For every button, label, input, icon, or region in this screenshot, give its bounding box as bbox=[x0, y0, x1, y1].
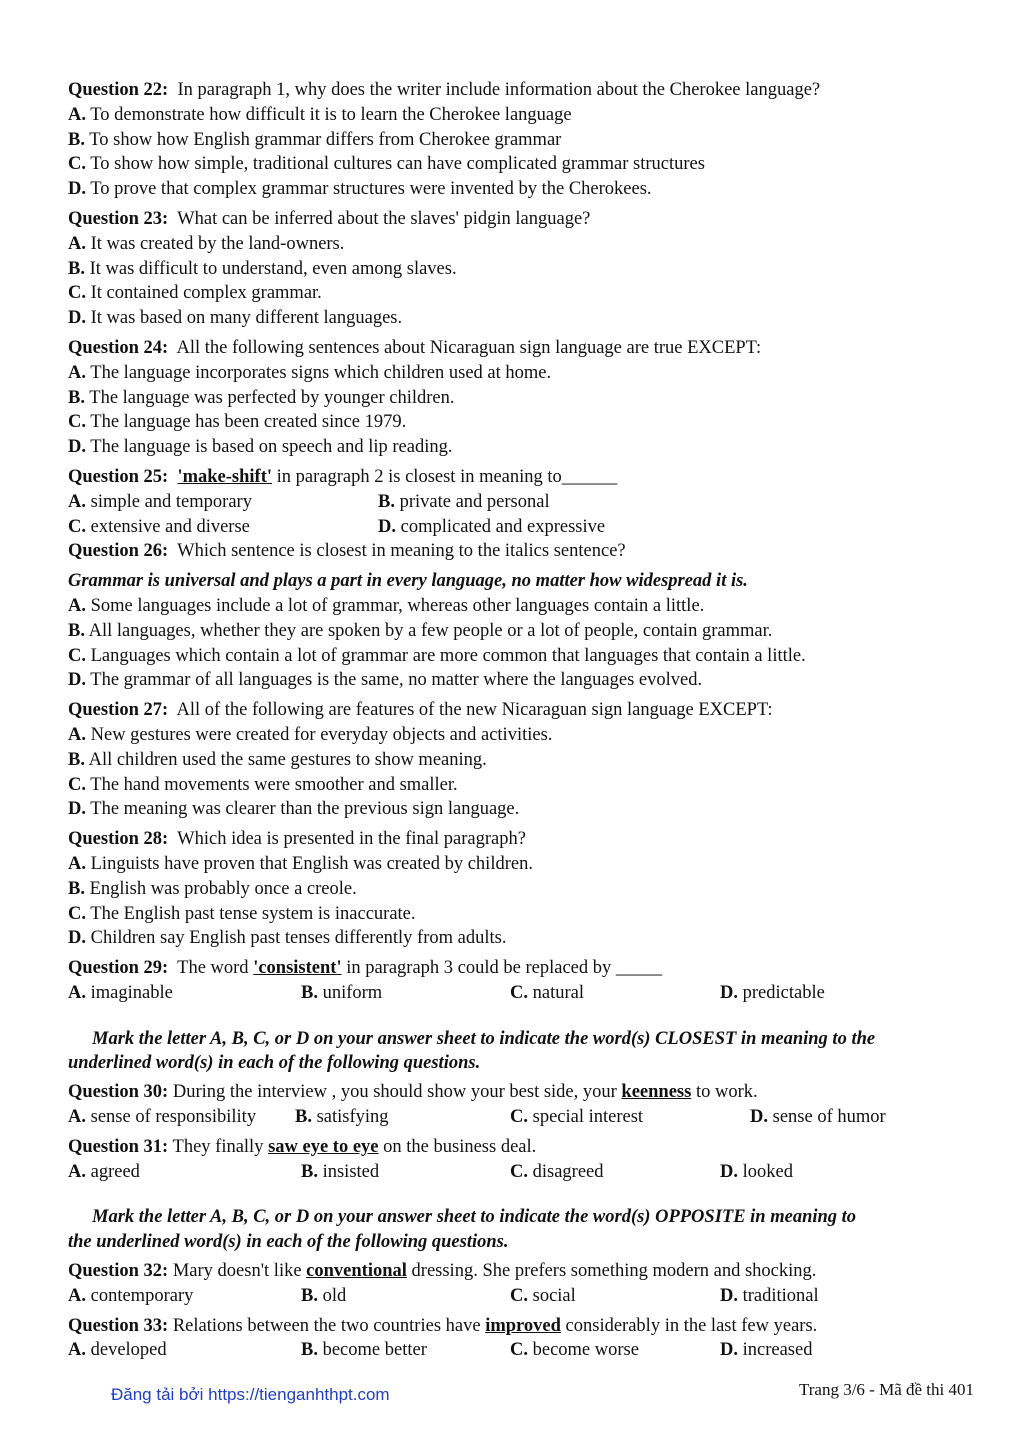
option-d[interactable]: D. It was based on many different languages. bbox=[68, 308, 403, 329]
question-number: Question 22: bbox=[68, 80, 169, 100]
question-text: The word bbox=[177, 958, 249, 979]
option-b[interactable]: B. old bbox=[301, 1285, 347, 1306]
option-a[interactable]: A. Some languages include a lot of grammar, whereas other languages contain a little. bbox=[68, 595, 705, 616]
option-d[interactable]: D. The language is based on speech and lip reading. bbox=[68, 437, 453, 458]
question-30 bbox=[68, 1080, 980, 1130]
question-27 bbox=[68, 698, 980, 822]
question-28 bbox=[68, 827, 980, 951]
option-b[interactable]: B. satisfying bbox=[295, 1107, 389, 1128]
footer-page-info: Trang 3/6 - Mã đề thi 401 bbox=[798, 1380, 974, 1399]
question-text: All of the following are features of the new Nicaraguan sign language EXCEPT: bbox=[176, 700, 773, 721]
question-33 bbox=[68, 1314, 980, 1364]
question-29 bbox=[68, 956, 980, 1006]
option-a[interactable]: A. sense of responsibility bbox=[68, 1107, 257, 1128]
option-c[interactable]: C. To show how simple, traditional cultures can have complicated grammar structures bbox=[68, 154, 705, 175]
question-number: Question 30: bbox=[68, 1082, 169, 1103]
option-c[interactable]: C. It contained complex grammar. bbox=[68, 283, 322, 304]
option-a[interactable]: A. contemporary bbox=[68, 1285, 194, 1306]
option-b[interactable]: B. The language was perfected by younger children. bbox=[68, 387, 455, 408]
question-number: Question 25: bbox=[68, 466, 169, 487]
underlined-key-word: keenness bbox=[621, 1082, 692, 1103]
question-text-end: to work. bbox=[695, 1082, 758, 1103]
underlined-key-word: saw eye to eye bbox=[268, 1136, 379, 1157]
option-c[interactable]: C. become worse bbox=[510, 1340, 639, 1361]
question-text-end: in paragraph 3 could be replaced by _____ bbox=[346, 958, 663, 979]
underlined-key-word: conventional bbox=[306, 1261, 407, 1282]
option-b[interactable]: B. English was probably once a creole. bbox=[68, 878, 357, 899]
option-d[interactable]: D. The grammar of all languages is the same, no matter where the languages evolved. bbox=[68, 670, 703, 691]
question-25 bbox=[68, 465, 980, 539]
question-number: Question 31: bbox=[68, 1136, 169, 1157]
question-text: Which idea is presented in the final paragraph? bbox=[177, 829, 526, 850]
option-a[interactable]: A. simple and temporary bbox=[68, 491, 252, 512]
question-text: Relations between the two countries have bbox=[172, 1315, 481, 1336]
option-a[interactable]: A. The language incorporates signs which children used at home. bbox=[68, 362, 552, 383]
question-number: Question 28: bbox=[68, 829, 169, 850]
option-d[interactable]: D. To prove that complex grammar structures were invented by the Cherokees. bbox=[68, 179, 652, 200]
question-text: All the following sentences about Nicaraguan sign language are true EXCEPT: bbox=[176, 337, 762, 358]
option-d[interactable]: D. looked bbox=[720, 1161, 793, 1182]
exam-page bbox=[68, 78, 980, 1363]
underlined-key-word: 'consistent' bbox=[253, 958, 342, 979]
question-26 bbox=[68, 539, 980, 693]
option-a[interactable]: A. New gestures were created for everyday objects and activities. bbox=[68, 724, 553, 745]
question-text: They finally bbox=[172, 1136, 264, 1157]
option-c[interactable]: C. Languages which contain a lot of grammar are more common that languages that contain a little. bbox=[68, 645, 806, 666]
option-a[interactable]: A. It was created by the land-owners. bbox=[68, 233, 345, 254]
option-b[interactable]: B. All children used the same gestures to show meaning. bbox=[68, 749, 487, 770]
footer-source-link[interactable]: Đăng tải bởi https://tienganhthpt.com bbox=[111, 1385, 390, 1404]
option-c[interactable]: C. extensive and diverse bbox=[68, 516, 250, 537]
question-23 bbox=[68, 207, 980, 331]
question-32 bbox=[68, 1259, 980, 1309]
underlined-key-word: improved bbox=[485, 1315, 561, 1336]
option-d[interactable]: D. complicated and expressive bbox=[378, 516, 606, 537]
instruction-opposite: Mark the letter A, B, C, or D on your answer sheet to indicate the word(s) OPPOSITE in meaning to the underlined word(s) in each of the following questions. bbox=[68, 1207, 857, 1253]
question-24 bbox=[68, 336, 980, 460]
option-a[interactable]: A. agreed bbox=[68, 1161, 140, 1182]
question-22 bbox=[68, 78, 980, 202]
option-c[interactable]: C. natural bbox=[510, 982, 584, 1003]
option-c[interactable]: C. special interest bbox=[510, 1107, 644, 1128]
question-text: During the interview , you should show your best side, your bbox=[172, 1082, 617, 1103]
question-number: Question 23: bbox=[68, 208, 169, 229]
option-c[interactable]: C. The hand movements were smoother and smaller. bbox=[68, 774, 458, 795]
underlined-key-word: 'make-shift' bbox=[177, 466, 273, 487]
option-a[interactable]: A. imaginable bbox=[68, 982, 173, 1003]
option-d[interactable]: D. The meaning was clearer than the previous sign language. bbox=[68, 799, 520, 820]
question-text: in paragraph 2 is closest in meaning to______ bbox=[276, 466, 618, 487]
question-number: Question 33: bbox=[68, 1315, 169, 1336]
question-text-end: on the business deal. bbox=[383, 1136, 537, 1157]
option-c[interactable]: C. The language has been created since 1979. bbox=[68, 412, 407, 433]
question-text-end: considerably in the last few years. bbox=[565, 1315, 818, 1336]
option-b[interactable]: B. uniform bbox=[301, 982, 383, 1003]
question-text: What can be inferred about the slaves' pidgin language? bbox=[177, 208, 591, 229]
option-c[interactable]: C. disagreed bbox=[510, 1161, 604, 1182]
option-c[interactable]: C. The English past tense system is inaccurate. bbox=[68, 903, 416, 924]
question-number: Question 26: bbox=[68, 541, 169, 562]
question-number: Question 32: bbox=[68, 1261, 169, 1282]
option-b[interactable]: B. insisted bbox=[301, 1161, 380, 1182]
option-b[interactable]: B. To show how English grammar differs from Cherokee grammar bbox=[68, 129, 562, 150]
question-text: Mary doesn't like bbox=[172, 1261, 302, 1282]
option-c[interactable]: C. social bbox=[510, 1285, 576, 1306]
option-a[interactable]: A. Linguists have proven that English was created by children. bbox=[68, 853, 533, 874]
option-d[interactable]: D. predictable bbox=[720, 982, 825, 1003]
question-text: In paragraph 1, why does the writer include information about the Cherokee language? bbox=[177, 80, 821, 100]
question-text-end: dressing. She prefers something modern and shocking. bbox=[411, 1261, 817, 1282]
question-number: Question 24: bbox=[68, 337, 169, 358]
option-d[interactable]: D. Children say English past tenses differently from adults. bbox=[68, 928, 507, 949]
option-b[interactable]: B. All languages, whether they are spoken by a few people or a lot of people, contain grammar. bbox=[68, 620, 773, 641]
option-a[interactable]: A. To demonstrate how difficult it is to learn the Cherokee language bbox=[68, 104, 572, 125]
option-b[interactable]: B. private and personal bbox=[378, 491, 550, 512]
option-d[interactable]: D. increased bbox=[720, 1340, 813, 1361]
question-31 bbox=[68, 1135, 980, 1185]
italic-sentence: Grammar is universal and plays a part in every language, no matter how widespread it is. bbox=[68, 571, 748, 592]
option-b[interactable]: B. It was difficult to understand, even among slaves. bbox=[68, 258, 457, 279]
option-d[interactable]: D. traditional bbox=[720, 1285, 819, 1306]
question-number: Question 27: bbox=[68, 700, 169, 721]
instruction-closest: Mark the letter A, B, C, or D on your answer sheet to indicate the word(s) CLOSEST in meaning to the underlined word(s) in each of the following questions. bbox=[68, 1028, 876, 1074]
question-number: Question 29: bbox=[68, 958, 169, 979]
option-b[interactable]: B. become better bbox=[301, 1340, 427, 1361]
option-d[interactable]: D. sense of humor bbox=[750, 1107, 886, 1128]
option-a[interactable]: A. developed bbox=[68, 1340, 167, 1361]
question-text: Which sentence is closest in meaning to the italics sentence? bbox=[177, 541, 626, 562]
